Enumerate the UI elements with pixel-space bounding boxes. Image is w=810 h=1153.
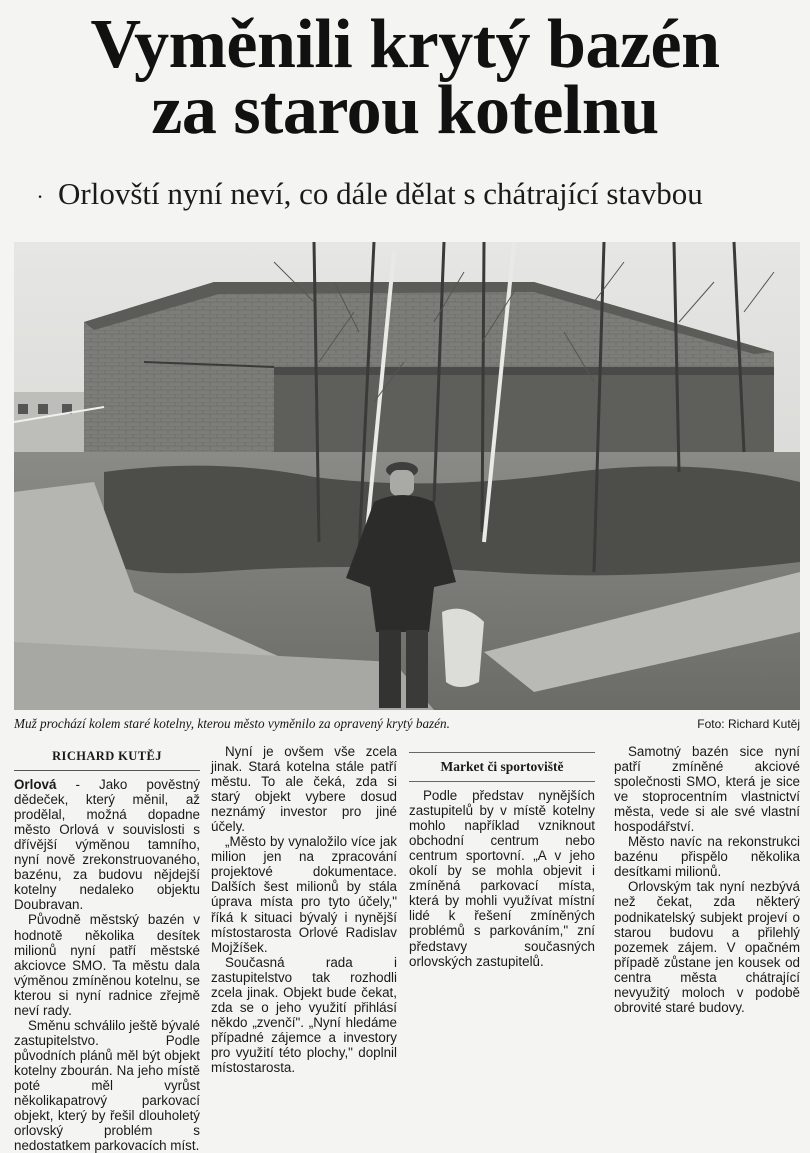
photo-credit: Foto: Richard Kutěj: [697, 717, 800, 731]
paragraph-3: Směnu schválilo ještě bývalé zastupitelstvo. Podle původních plánů měl být objekt kotelny zbourán. Na jeho místě poté měl vyrůst několikapatrový parkovací objekt, který by řešil dlouholetý orlovský problém s nedostatkem parkovacích míst.: [14, 1017, 200, 1153]
photo-caption: Muž prochází kolem staré kotelny, kterou město vyměnilo za opravený krytý bazén.: [14, 716, 450, 731]
paragraph-9: Město navíc na rekonstrukci bazénu přispělo několika desítkami milionů.: [614, 834, 800, 880]
headline-line-1: Vyměnili krytý bazén: [90, 6, 720, 83]
column-1: [14, 744, 200, 1153]
paragraph-8: Samotný bazén sice nyní patří zmíněné akciové společnosti SMO, která je sice ve stoprocentním vlastnictví města, vede si ale své vlastní hospodářství.: [614, 744, 800, 835]
column-2: [211, 744, 397, 1108]
bullet-icon: ·: [36, 183, 44, 209]
column-4: [614, 744, 800, 1108]
headline: [0, 6, 810, 149]
column-3: [409, 744, 595, 1108]
article-body: [14, 744, 800, 1153]
headline-line-2: za starou kotelnu: [151, 72, 659, 149]
paragraph-6: Současná rada i zastupitelstvo tak rozhodli zcela jinak. Objekt bude čekat, zda se o jeho využití přihlásí někdo „zvenčí". „Nyní hledáme případné zájemce a investory pro využití této plochy," doplnil místostarosta.: [211, 954, 397, 1075]
photo-illustration: [14, 242, 800, 710]
section-subtitle: Market či sportoviště: [409, 752, 595, 782]
byline: RICHARD KUTĚJ: [14, 744, 200, 771]
article-photo: [14, 242, 800, 710]
paragraph-1: [14, 777, 200, 912]
paragraph-1-text: - Jako pověstný dědeček, který měnil, až prodělal, možná dopadne město Orlová v souvislosti s dřívější výměnou tamního, nyní nově zrekonstruovaného, bazénu, za budovu nějdejší kotelny nedaleko objektu Doubravan.: [14, 777, 200, 913]
dateline: Orlová: [14, 777, 57, 793]
photo-caption-bar: [14, 714, 800, 734]
subheadline: [22, 176, 802, 212]
subheadline-text: Orlovští nyní neví, co dále dělat s chátrající stavbou: [58, 176, 703, 211]
paragraph-2: Původně městský bazén v hodnotě několika desítek milionů nyní patří městské akciovce SMO. Ta městu dala výměnou zmíněnou kotelnu, se kterou si nyní radnice zřejmě neví rady.: [14, 912, 200, 1018]
paragraph-4: Nyní je ovšem vše zcela jinak. Stará kotelna stále patří městu. To ale čeká, zda si starý objekt vybere dosud neznámý investor pro jiné účely.: [211, 744, 397, 835]
paragraph-10: Orlovským tak nyní nezbývá než čekat, zda některý podnikatelský subjekt projeví o starou budovu a přilehlý pozemek zájem. V opačném případě zůstane jen kousek od centra města chátrající nevyužitý moloch v podobě obrovité staré budovy.: [614, 879, 800, 1015]
paragraph-7: Podle představ nynějších zastupitelů by v místě kotelny mohlo například vzniknout obchodní centrum nebo centrum sportovní. „A v jeho okolí by se mohla objevit i zmíněná parkovací místa, která by mohli využívat místní lidé k řešení zmíněných problémů s parkováním," zní představy současných orlovských zastupitelů.: [409, 788, 595, 969]
paragraph-5: „Město by vynaložilo více jak milion jen na zpracování projektové dokumentace. Dalších šest milionů by stála úprava místa pro tyto účely," říká k situaci bývalý i nynější místostarosta Orlové Radislav Mojžíšek.: [211, 834, 397, 955]
